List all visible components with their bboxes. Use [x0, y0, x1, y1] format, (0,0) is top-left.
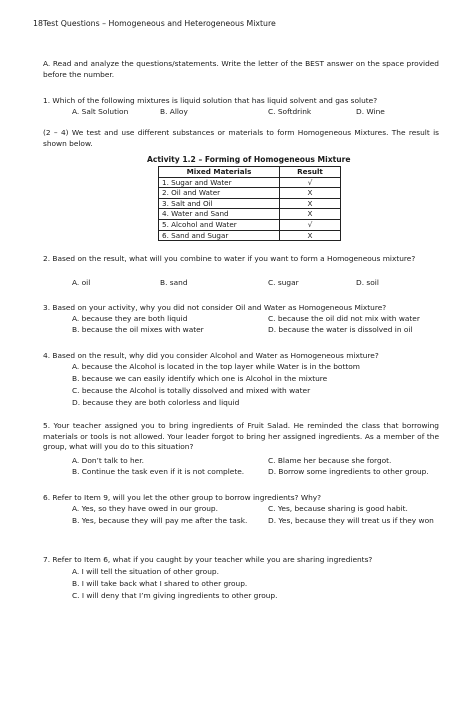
question-7-option-c: C. I will deny that I’m giving ingredients to other group.: [72, 591, 278, 600]
page-title: 18Test Questions – Homogeneous and Heterogeneous Mixture: [33, 19, 276, 28]
results-table: [158, 166, 341, 241]
question-4-option-d: D. because they are both colorless and liquid: [72, 398, 240, 407]
table-caption: Activity 1.2 – Forming of Homogeneous Mixture: [147, 155, 351, 164]
table-header-materials: Mixed Materials: [159, 167, 280, 178]
question-1-text: 1. Which of the following mixtures is liquid solution that has liquid solvent and gas solute?: [43, 96, 378, 105]
question-2-option-a: A. oil: [72, 278, 91, 287]
question-7-text: 7. Refer to Item 6, what if you caught by your teacher while you are sharing ingredients?: [43, 555, 373, 564]
question-3-option-d: D. because the water is dissolved in oil: [268, 325, 413, 334]
table-cell-result: √: [280, 177, 341, 188]
question-6-text: 6. Refer to Item 9, will you let the other group to borrow ingredients? Why?: [43, 493, 322, 502]
question-5-option-b: B. Continue the task even if it is not complete.: [72, 467, 245, 476]
table-cell-material: 2. Oil and Water: [159, 188, 280, 199]
question-6-option-a: A. Yes, so they have owed in our group.: [72, 504, 218, 513]
table-row: [159, 219, 341, 230]
question-4-option-a: A. because the Alcohol is located in the top layer while Water is in the bottom: [72, 362, 360, 371]
table-cell-result: X: [280, 188, 341, 199]
question-1-option-b: B. Alloy: [160, 107, 188, 116]
question-2-option-d: D. soil: [356, 278, 379, 287]
items-2-4-intro: (2 – 4) We test and use different substances or materials to form Homogeneous Mixtures. The result is shown below.: [43, 128, 439, 148]
question-4-option-c: C. because the Alcohol is totally dissolved and mixed with water: [72, 386, 311, 395]
table-cell-material: 6. Sand and Sugar: [159, 230, 280, 241]
table-header-result: Result: [280, 167, 341, 178]
table-cell-result: X: [280, 230, 341, 241]
question-5-option-d: D. Borrow some ingredients to other group.: [268, 467, 429, 476]
question-2-text: 2. Based on the result, what will you combine to water if you want to form a Homogeneous mixture?: [43, 254, 416, 263]
question-3-option-a: A. because they are both liquid: [72, 314, 188, 323]
question-4-text: 4. Based on the result, why did you consider Alcohol and Water as Homogeneous mixture?: [43, 351, 379, 360]
table-cell-material: 1. Sugar and Water: [159, 177, 280, 188]
question-5-option-a: A. Don’t talk to her.: [72, 456, 144, 465]
table-cell-material: 4. Water and Sand: [159, 209, 280, 220]
table-row: [159, 209, 341, 220]
table-row: [159, 177, 341, 188]
question-4-option-b: B. because we can easily identify which one is Alcohol in the mixture: [72, 374, 328, 383]
table-header-row: [159, 167, 341, 178]
table-cell-result: X: [280, 198, 341, 209]
question-1-option-a: A. Salt Solution: [72, 107, 129, 116]
question-6-option-d: D. Yes, because they will treat us if they won: [268, 516, 434, 525]
question-6-option-c: C. Yes, because sharing is good habit.: [268, 504, 408, 513]
question-6-option-b: B. Yes, because they will pay me after the task.: [72, 516, 248, 525]
question-7-option-a: A. I will tell the situation of other group.: [72, 567, 219, 576]
question-7-option-b: B. I will take back what I shared to other group.: [72, 579, 248, 588]
question-5-text: 5. Your teacher assigned you to bring ingredients of Fruit Salad. He reminded the class that borrowing materials or tools is not allowed. Your leader forgot to bring her assigned ingredients. As a member of the group, what will you do to this situation?: [43, 421, 439, 451]
question-5-option-c: C. Blame her because she forgot.: [268, 456, 392, 465]
question-3-text: 3. Based on your activity, why you did not consider Oil and Water as Homogeneous Mixture?: [43, 303, 387, 312]
table-cell-material: 5. Alcohol and Water: [159, 219, 280, 230]
question-2-option-c: C. sugar: [268, 278, 299, 287]
table-cell-result: X: [280, 209, 341, 220]
table-row: [159, 230, 341, 241]
question-1-option-d: D. Wine: [356, 107, 385, 116]
table-cell-result: √: [280, 219, 341, 230]
question-2-option-b: B. sand: [160, 278, 188, 287]
question-1-option-c: C. Softdrink: [268, 107, 312, 116]
table-cell-material: 3. Salt and Oil: [159, 198, 280, 209]
question-3-option-b: B. because the oil mixes with water: [72, 325, 204, 334]
question-3-option-c: C. because the oil did not mix with water: [268, 314, 420, 323]
table-row: [159, 188, 341, 199]
table-row: [159, 198, 341, 209]
instructions-text: A. Read and analyze the questions/statements. Write the letter of the BEST answer on the space provided before the number.: [43, 59, 439, 79]
